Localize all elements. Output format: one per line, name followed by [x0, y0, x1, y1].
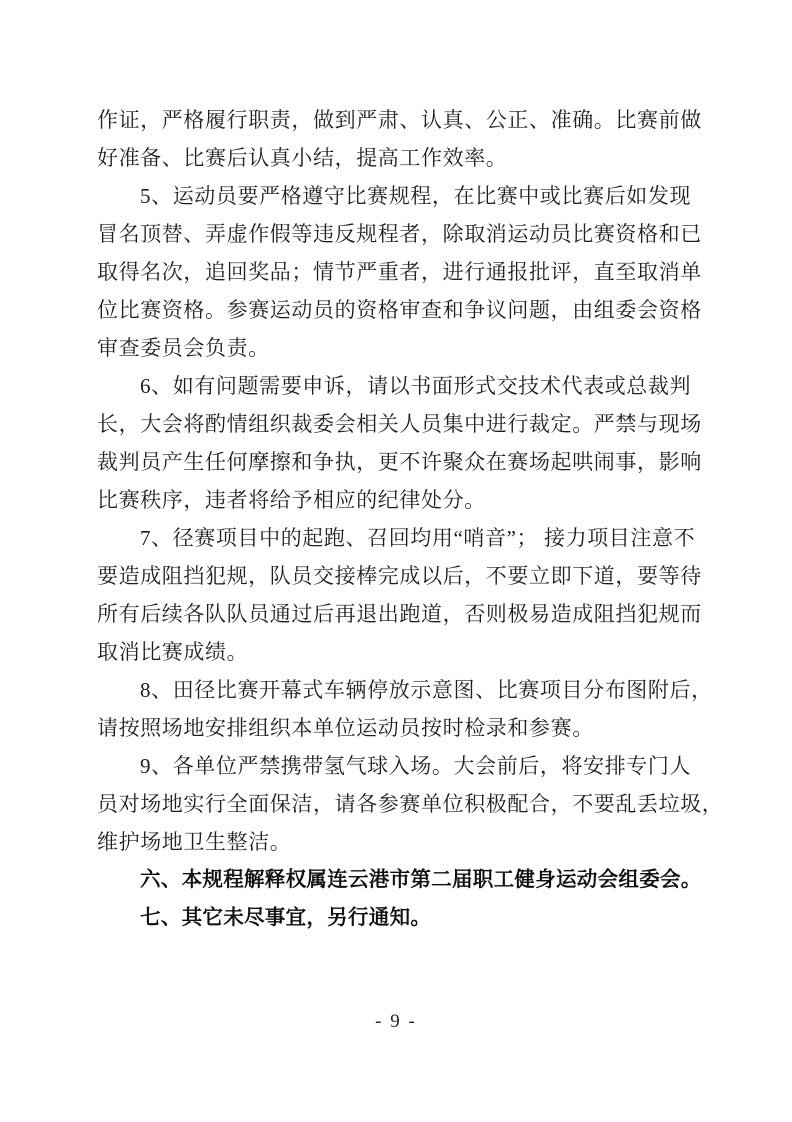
text-line: 6、如有问题需要申诉，请以书面形式交技术代表或总裁判: [140, 374, 692, 398]
text-line: 位比赛资格。参赛运动员的资格审查和争议问题，由组委会资格: [97, 298, 702, 322]
text-line: 比赛秩序，违者将给予相应的纪律处分。: [97, 488, 486, 512]
text-line: 七、其它未尽事宜，另行通知。: [140, 906, 432, 929]
text-line: 请按照场地安排组织本单位运动员按时检录和参赛。: [97, 716, 594, 740]
document-body: [97, 101, 724, 937]
text-line: 六、本规程解释权属连云港市第二届职工健身运动会组委会。: [140, 868, 702, 891]
text-line: 作证，严格履行职责，做到严肃、认真、公正、准确。比赛前做: [97, 108, 702, 132]
text-line: 维护场地卫生整洁。: [97, 830, 292, 854]
page-number: - 9 -: [375, 1011, 417, 1032]
text-line: 审查委员会负责。: [97, 336, 270, 360]
text-line: 好准备、比赛后认真小结，提高工作效率。: [97, 146, 508, 170]
text-line: 7、径赛项目中的起跑、召回均用“哨音”； 接力项目注意不: [140, 526, 696, 550]
text-line: 9、各单位严禁携带氢气球入场。大会前后，将安排专门人: [140, 754, 692, 778]
text-line: 取消比赛成绩。: [97, 640, 249, 664]
text-line: 所有后续各队队员通过后再退出跑道，否则极易造成阻挡犯规而: [97, 602, 702, 626]
text-line: 冒名顶替、弄虚作假等违反规程者，除取消运动员比赛资格和已: [97, 222, 702, 246]
text-line: 长，大会将酌情组织裁委会相关人员集中进行裁定。严禁与现场: [97, 412, 702, 436]
text-line: 8、田径比赛开幕式车辆停放示意图、比赛项目分布图附后，: [140, 678, 713, 702]
text-line: 员对场地实行全面保洁，请各参赛单位积极配合，不要乱丢垃圾，: [97, 792, 724, 816]
text-line: 要造成阻挡犯规，队员交接棒完成以后，不要立即下道，要等待: [97, 564, 702, 588]
text-line: 取得名次，追回奖品；情节严重者，进行通报批评，直至取消单: [97, 260, 702, 284]
text-line: 裁判员产生任何摩擦和争执，更不许聚众在赛场起哄闹事，影响: [97, 450, 702, 474]
text-line: 5、运动员要严格遵守比赛规程，在比赛中或比赛后如发现: [140, 184, 692, 208]
